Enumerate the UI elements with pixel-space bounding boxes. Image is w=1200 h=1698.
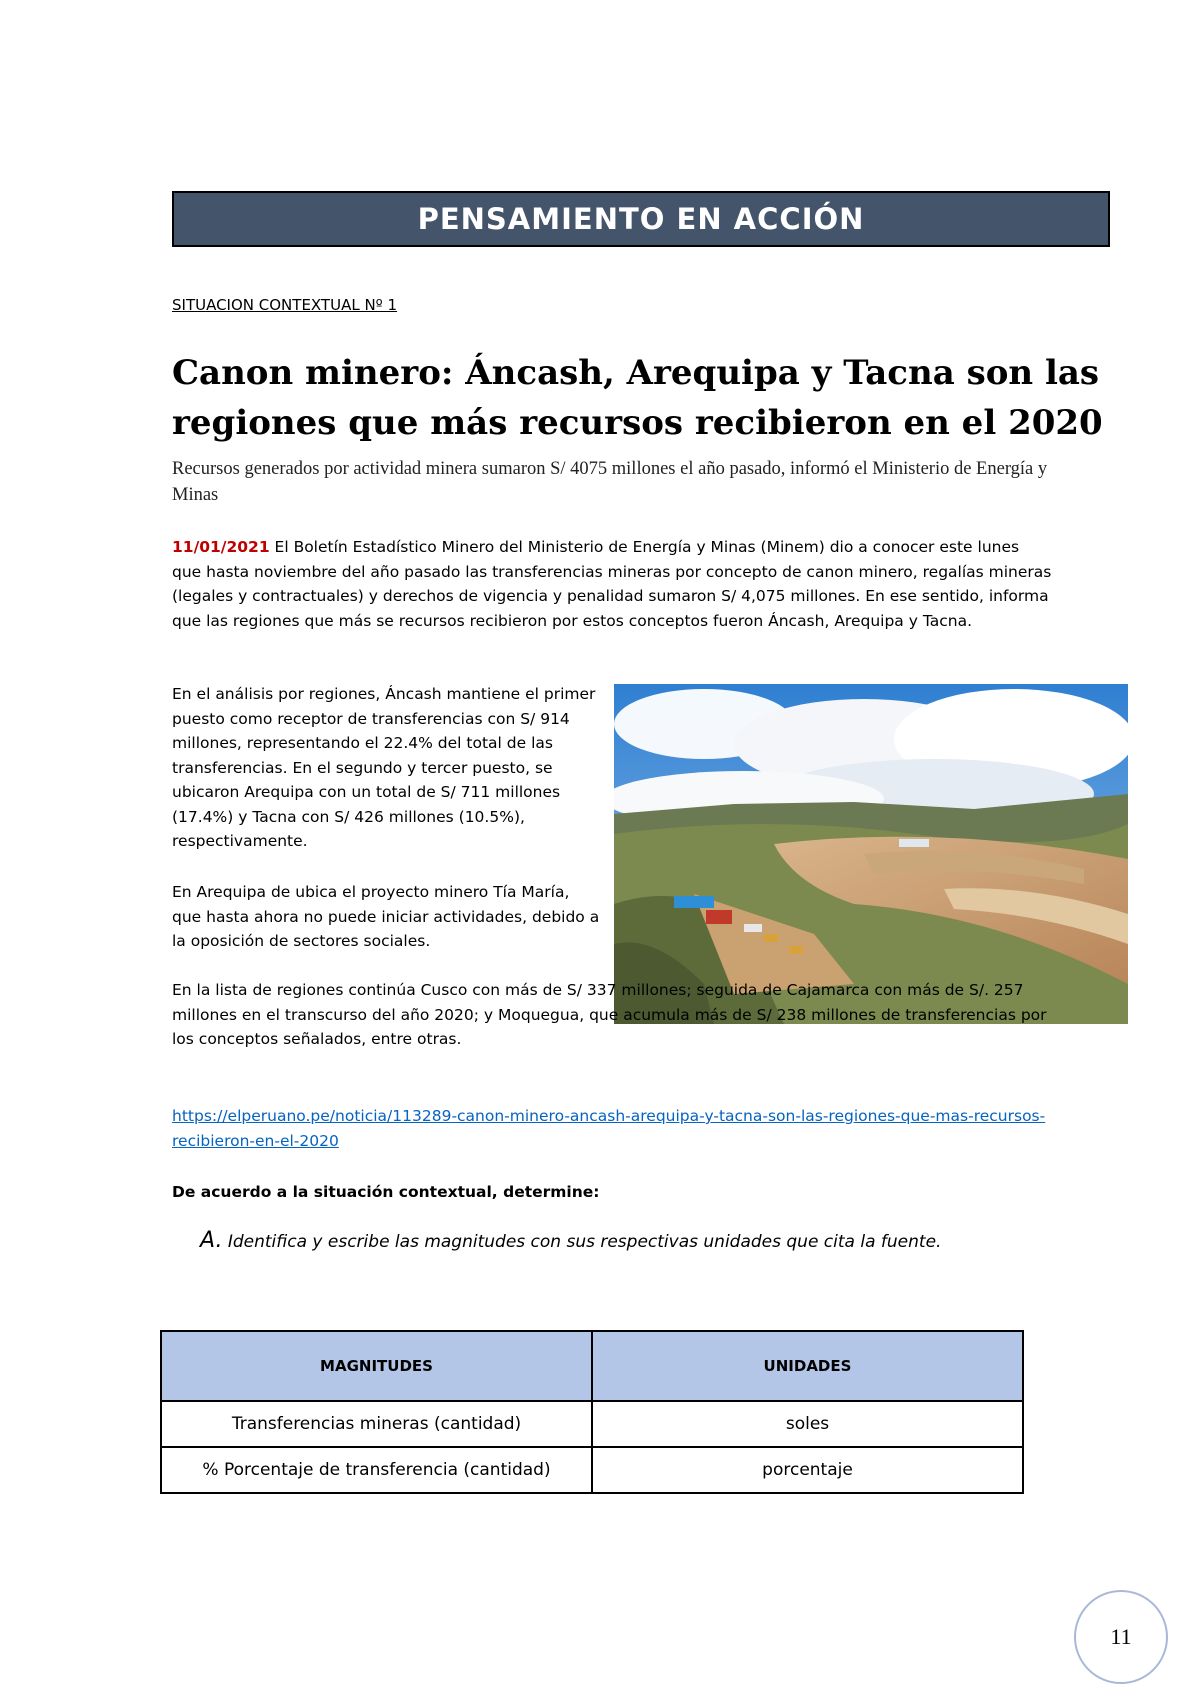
article-subhead: Recursos generados por actividad minera sumaron S/ 4075 millones el año pasado, informó el Ministerio de Energía y Minas	[172, 459, 1048, 505]
article-date: 11/01/2021	[172, 538, 270, 556]
article-headline: Canon minero: Áncash, Arequipa y Tacna son las regiones que más recursos recibieron en el 2020	[172, 353, 1103, 443]
question-text: Identifica y escribe las magnitudes con sus respectivas unidades que cita la fuente.	[222, 1232, 942, 1252]
question-letter: A.	[200, 1228, 223, 1253]
header-unidades: UNIDADES	[592, 1331, 1023, 1401]
table-cell: soles	[592, 1401, 1023, 1447]
section-label: SITUACION CONTEXTUAL Nº 1	[172, 296, 398, 314]
table-row	[161, 1447, 1023, 1493]
paragraph-regions: En el análisis por regiones, Áncash mantiene el primer puesto como receptor de transferencias con S/ 914 millones, representando el 22.4% del total de las transferencias. En el segundo y tercer puesto, se ubicaron Arequipa con un total de S/ 711 millones (17.4%) y Tacna con S/ 426 millones (10.5%), respectivamente.	[172, 685, 596, 850]
magnitudes-table	[160, 1330, 1024, 1494]
paragraph-tia-maria: En Arequipa de ubica el proyecto minero Tía María, que hasta ahora no puede iniciar actividades, debido a la oposición de sectores sociales.	[172, 883, 600, 950]
source-link[interactable]: https://elperuano.pe/noticia/113289-canon-minero-ancash-arequipa-y-tacna-son-las-regiones-que-mas-recursos-recibieron-en-el-2020	[172, 1107, 1046, 1150]
table-header-row	[161, 1331, 1023, 1401]
page-number-text: 11	[1110, 1624, 1132, 1649]
paragraph-intro	[172, 535, 1052, 633]
table-row	[161, 1401, 1023, 1447]
question-a	[200, 1228, 941, 1253]
paragraph-intro-text: El Boletín Estadístico Minero del Ministerio de Energía y Minas (Minem) dio a conocer este lunes que hasta noviembre del año pasado las transferencias mineras por concepto de canon minero, regalías mineras (legales y contractuales) y derechos de vigencia y penalidad sumaron S/ 4,075 millones. En ese sentido, informa que las regiones que más se recursos recibieron por estos conceptos fueron Áncash, Arequipa y Tacna.	[172, 538, 1052, 630]
banner-title: PENSAMIENTO EN ACCIÓN	[417, 202, 865, 236]
mine-photo	[614, 684, 1128, 1024]
section-banner	[172, 191, 1110, 247]
table-cell: Transferencias mineras (cantidad)	[161, 1401, 592, 1447]
header-magnitudes: MAGNITUDES	[161, 1331, 592, 1401]
table-cell: % Porcentaje de transferencia (cantidad)	[161, 1447, 592, 1493]
task-prompt: De acuerdo a la situación contextual, determine:	[172, 1183, 600, 1201]
paragraph-other-regions: En la lista de regiones continúa Cusco con más de S/ 337 millones; seguida de Cajamarca con más de S/. 257 millones en el transcurso del año 2020; y Moquegua, que acumula más de S/ 238 millones de transferencias por los conceptos señalados, entre otras.	[172, 981, 1047, 1048]
page-number	[1074, 1590, 1168, 1684]
table-cell: porcentaje	[592, 1447, 1023, 1493]
